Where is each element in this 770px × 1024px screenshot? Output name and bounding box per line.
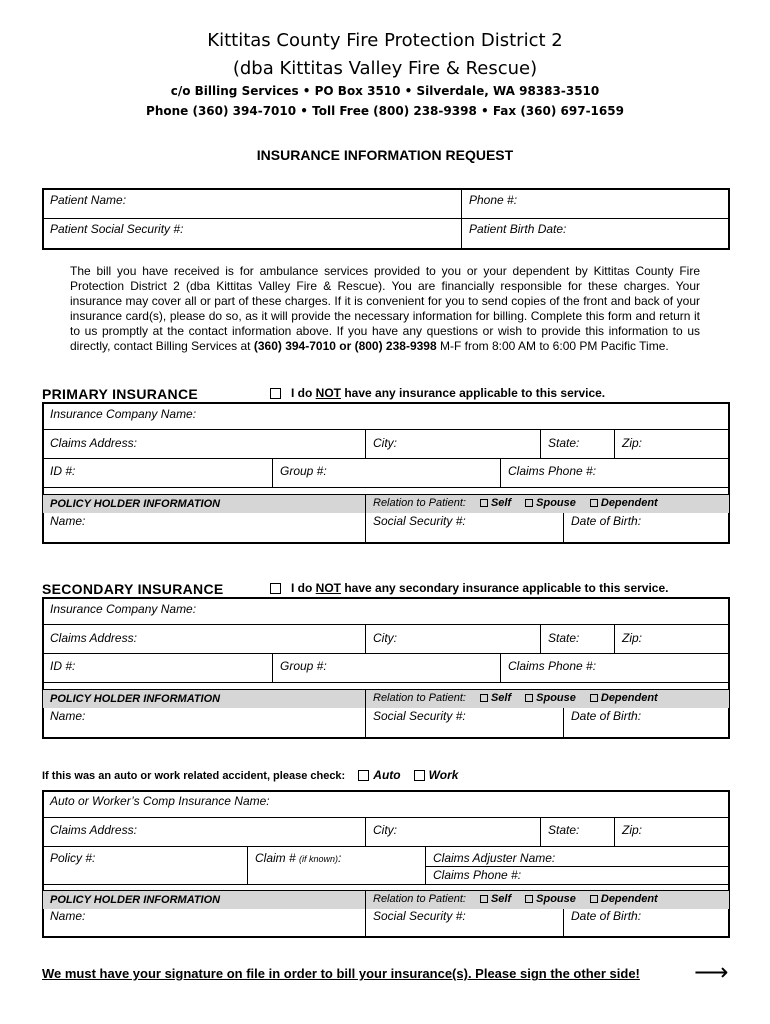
accident-adjuster-name-field[interactable]: Claims Adjuster Name: bbox=[433, 851, 556, 865]
primary-holder-name-field[interactable]: Name: bbox=[50, 514, 86, 528]
accident-company-field[interactable]: Auto or Worker’s Comp Insurance Name: bbox=[50, 794, 270, 808]
secondary-holder-ssn-field[interactable]: Social Security #: bbox=[373, 709, 466, 723]
secondary-insurance-title: SECONDARY INSURANCE bbox=[42, 581, 224, 597]
accident-holder-ssn-field[interactable]: Social Security #: bbox=[373, 909, 466, 923]
accident-claim-number-field[interactable]: Claim # (if known): bbox=[255, 851, 342, 865]
checkbox[interactable] bbox=[270, 388, 281, 399]
primary-policy-holder-title: POLICY HOLDER INFORMATION bbox=[50, 498, 221, 510]
relation-dependent-option[interactable]: Dependent bbox=[590, 497, 658, 509]
org-address: c/o Billing Services • PO Box 3510 • Silverdale, WA 98383-3510 bbox=[170, 84, 600, 98]
primary-claims-phone-field[interactable]: Claims Phone #: bbox=[508, 464, 597, 478]
primary-group-field[interactable]: Group #: bbox=[280, 464, 327, 478]
primary-state-field[interactable]: State: bbox=[548, 436, 580, 450]
relation-self-option[interactable]: Self bbox=[480, 497, 511, 509]
secondary-id-field[interactable]: ID #: bbox=[50, 659, 76, 673]
accident-holder-name-field[interactable]: Name: bbox=[50, 909, 86, 923]
secondary-holder-name-field[interactable]: Name: bbox=[50, 709, 86, 723]
secondary-state-field[interactable]: State: bbox=[548, 631, 580, 645]
accident-zip-field[interactable]: Zip: bbox=[622, 823, 643, 837]
primary-claims-address-field[interactable]: Claims Address: bbox=[50, 436, 137, 450]
accident-city-field[interactable]: City: bbox=[373, 823, 397, 837]
primary-holder-dob-field[interactable]: Date of Birth: bbox=[571, 514, 642, 528]
relation-self-option[interactable]: Self bbox=[480, 893, 511, 905]
form-title: INSURANCE INFORMATION REQUEST bbox=[256, 147, 514, 163]
checkbox[interactable] bbox=[270, 583, 281, 594]
secondary-relation-to-patient: Relation to Patient: Self Spouse Dependent bbox=[373, 692, 658, 704]
primary-id-field[interactable]: ID #: bbox=[50, 464, 76, 478]
accident-policy-holder-title: POLICY HOLDER INFORMATION bbox=[50, 894, 221, 906]
secondary-claims-address-field[interactable]: Claims Address: bbox=[50, 631, 137, 645]
primary-relation-to-patient: Relation to Patient: Self Spouse Dependent bbox=[373, 497, 658, 509]
accident-relation-to-patient: Relation to Patient: Self Spouse Dependent bbox=[373, 893, 658, 905]
accident-policy-field[interactable]: Policy #: bbox=[50, 851, 96, 865]
signature-notice: We must have your signature on file in order to bill your insurance(s). Please sign the other side! bbox=[42, 966, 640, 981]
relation-dependent-option[interactable]: Dependent bbox=[590, 692, 658, 704]
org-dba: (dba Kittitas Valley Fire & Rescue) bbox=[232, 58, 538, 79]
primary-company-field[interactable]: Insurance Company Name: bbox=[50, 407, 197, 421]
relation-self-option[interactable]: Self bbox=[480, 692, 511, 704]
primary-zip-field[interactable]: Zip: bbox=[622, 436, 643, 450]
relation-spouse-option[interactable]: Spouse bbox=[525, 497, 576, 509]
accident-work-option[interactable]: Work bbox=[414, 768, 459, 782]
primary-insurance-title: PRIMARY INSURANCE bbox=[42, 386, 199, 402]
secondary-policy-holder-title: POLICY HOLDER INFORMATION bbox=[50, 693, 221, 705]
patient-birth-date-field[interactable]: Patient Birth Date: bbox=[469, 222, 567, 236]
primary-no-insurance-option[interactable]: I do NOT have any insurance applicable to this service. bbox=[270, 386, 605, 400]
accident-claims-address-field[interactable]: Claims Address: bbox=[50, 823, 137, 837]
secondary-no-insurance-option[interactable]: I do NOT have any secondary insurance applicable to this service. bbox=[270, 581, 669, 595]
secondary-zip-field[interactable]: Zip: bbox=[622, 631, 643, 645]
accident-prompt: If this was an auto or work related accident, please check: Auto Work bbox=[42, 768, 459, 782]
secondary-group-field[interactable]: Group #: bbox=[280, 659, 327, 673]
org-name: Kittitas County Fire Protection District 2 bbox=[207, 30, 563, 51]
primary-holder-ssn-field[interactable]: Social Security #: bbox=[373, 514, 466, 528]
billing-contact-numbers: (360) 394-7010 or (800) 238-9398 bbox=[253, 339, 437, 353]
relation-spouse-option[interactable]: Spouse bbox=[525, 893, 576, 905]
intro-paragraph: The bill you have received is for ambulance services provided to you or your dependent by Kittitas County Fire Protection District 2 (dba Kittitas Valley Fire & Rescue). You are financially responsible for these charges. Your insurance may cover all or part of these charges. If it is convenient for you to send copies of the front and back of your insurance card(s), please do so, as it will provide the necessary information for billing. Complete this form and return it to us promptly at the contact information above. If you have any questions or wish to provide this information to us directly, contact Billing Services at (360) 394-7010 or (800) 238-9398 M-F from 8:00 AM to 6:00 PM Pacific Time. bbox=[70, 264, 700, 353]
relation-dependent-option[interactable]: Dependent bbox=[590, 893, 658, 905]
patient-phone-field[interactable]: Phone #: bbox=[469, 193, 518, 207]
accident-auto-option[interactable]: Auto bbox=[358, 768, 400, 782]
patient-name-field[interactable]: Patient Name: bbox=[50, 193, 127, 207]
secondary-holder-dob-field[interactable]: Date of Birth: bbox=[571, 709, 642, 723]
primary-city-field[interactable]: City: bbox=[373, 436, 397, 450]
accident-holder-dob-field[interactable]: Date of Birth: bbox=[571, 909, 642, 923]
secondary-city-field[interactable]: City: bbox=[373, 631, 397, 645]
accident-state-field[interactable]: State: bbox=[548, 823, 580, 837]
relation-spouse-option[interactable]: Spouse bbox=[525, 692, 576, 704]
org-phones: Phone (360) 394-7010 • Toll Free (800) 238-9398 • Fax (360) 697-1659 bbox=[146, 104, 624, 118]
secondary-company-field[interactable]: Insurance Company Name: bbox=[50, 602, 197, 616]
arrow-right-icon: ⟶ bbox=[694, 958, 729, 986]
accident-claims-phone-field[interactable]: Claims Phone #: bbox=[433, 868, 522, 882]
secondary-claims-phone-field[interactable]: Claims Phone #: bbox=[508, 659, 597, 673]
patient-ssn-field[interactable]: Patient Social Security #: bbox=[50, 222, 184, 236]
patient-box bbox=[42, 188, 730, 250]
